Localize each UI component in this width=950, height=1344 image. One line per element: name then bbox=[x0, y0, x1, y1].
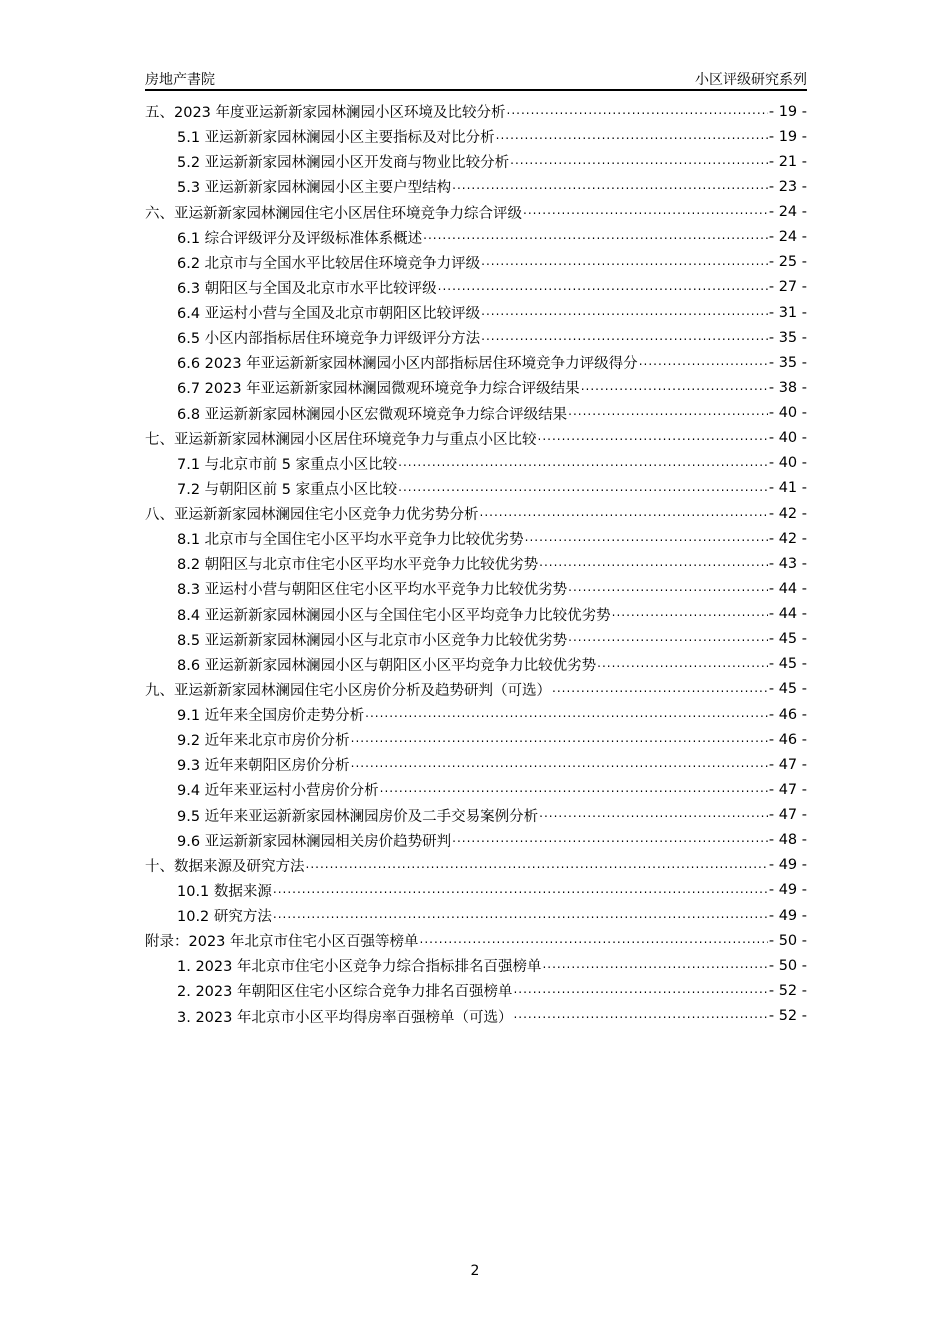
toc-entry-page: - 50 - bbox=[768, 932, 807, 949]
toc-entry-title: 七、亚运新新家园林澜园小区居住环境竞争力与重点小区比较 bbox=[145, 431, 537, 448]
toc-entry-title: 7.1 与北京市前 5 家重点小区比较 bbox=[177, 456, 398, 473]
toc-entry-title: 9.2 近年来北京市房价分析 bbox=[177, 733, 350, 750]
page-number: 2 bbox=[470, 1263, 480, 1279]
dot-leader bbox=[552, 682, 768, 697]
toc-entry-page: - 52 - bbox=[768, 1008, 807, 1025]
page-header bbox=[145, 67, 807, 89]
dot-leader bbox=[481, 305, 768, 320]
toc-section-entry[interactable] bbox=[145, 903, 807, 928]
toc-entry-title: 8.4 亚运新新家园林澜园小区与全国住宅小区平均竞争力比较优劣势 bbox=[177, 607, 611, 624]
toc-entry-title: 6.4 亚运村小营与全国及北京市朝阳区比较评级 bbox=[177, 306, 481, 323]
toc-entry-title: 5.3 亚运新新家园林澜园小区主要户型结构 bbox=[177, 180, 452, 197]
toc-entry-title: 六、亚运新新家园林澜园住宅小区居住环境竞争力综合评级 bbox=[145, 205, 522, 222]
dot-leader bbox=[273, 908, 768, 923]
toc-entry-page: - 19 - bbox=[768, 103, 807, 120]
toc-entry-page: - 35 - bbox=[768, 329, 807, 346]
toc-section-entry[interactable] bbox=[145, 476, 807, 501]
toc-entry-title: 五、2023 年度亚运新新家园林澜园小区环境及比较分析 bbox=[145, 105, 506, 122]
toc-entry-page: - 46 - bbox=[768, 706, 807, 723]
toc-entry-title: 5.2 亚运新新家园林澜园小区开发商与物业比较分析 bbox=[177, 155, 510, 172]
toc-section-entry[interactable] bbox=[145, 451, 807, 476]
toc-chapter-entry[interactable] bbox=[145, 853, 807, 878]
dot-leader bbox=[438, 280, 768, 295]
dot-leader bbox=[525, 531, 768, 546]
toc-chapter-entry[interactable] bbox=[145, 99, 807, 124]
toc-section-entry[interactable] bbox=[145, 602, 807, 627]
dot-leader bbox=[380, 783, 768, 798]
dot-leader bbox=[539, 557, 768, 572]
toc-entry-title: 9.3 近年来朝阳区房价分析 bbox=[177, 758, 350, 775]
toc-section-entry[interactable] bbox=[145, 526, 807, 551]
toc-entry-title: 9.6 亚运新新家园林澜园相关房价趋势研判 bbox=[177, 833, 452, 850]
toc-entry-title: 6.8 亚运新新家园林澜园小区宏微观环境竞争力综合评级结果 bbox=[177, 406, 568, 423]
toc-entry-page: - 31 - bbox=[768, 304, 807, 321]
toc-entry-title: 8.5 亚运新新家园林澜园小区与北京市小区竞争力比较优劣势 bbox=[177, 632, 568, 649]
toc-section-entry[interactable] bbox=[145, 803, 807, 828]
dot-leader bbox=[568, 582, 768, 597]
dot-leader bbox=[597, 657, 768, 672]
toc-entry-title: 6.2 北京市与全国水平比较居住环境竞争力评级 bbox=[177, 255, 481, 272]
toc-chapter-entry[interactable] bbox=[145, 501, 807, 526]
dot-leader bbox=[351, 758, 768, 773]
toc-entry-title: 8.3 亚运村小营与朝阳区住宅小区平均水平竞争力比较优劣势 bbox=[177, 582, 568, 599]
toc-entry-title: 6.5 小区内部指标居住环境竞争力评级评分方法 bbox=[177, 331, 481, 348]
dot-leader bbox=[398, 481, 768, 496]
toc-section-entry[interactable] bbox=[145, 777, 807, 802]
toc-section-entry[interactable] bbox=[145, 752, 807, 777]
toc-entry-page: - 49 - bbox=[768, 857, 807, 874]
toc-entry-page: - 40 - bbox=[768, 430, 807, 447]
toc-entry-title: 8.2 朝阳区与北京市住宅小区平均水平竞争力比较优劣势 bbox=[177, 557, 539, 574]
toc-entry-page: - 49 - bbox=[768, 907, 807, 924]
toc-section-entry[interactable] bbox=[145, 375, 807, 400]
toc-entry-title: 10.2 研究方法 bbox=[177, 909, 272, 926]
toc-entry-page: - 35 - bbox=[768, 354, 807, 371]
toc-chapter-entry[interactable] bbox=[145, 426, 807, 451]
toc-entry-page: - 52 - bbox=[768, 982, 807, 999]
dot-leader bbox=[538, 431, 768, 446]
dot-leader bbox=[568, 632, 768, 647]
toc-section-entry[interactable] bbox=[145, 149, 807, 174]
toc-chapter-entry[interactable] bbox=[145, 200, 807, 225]
toc-section-entry[interactable] bbox=[145, 978, 807, 1003]
toc-entry-page: - 25 - bbox=[768, 254, 807, 271]
toc-entry-page: - 45 - bbox=[768, 681, 807, 698]
dot-leader bbox=[480, 506, 768, 521]
toc-entry-page: - 42 - bbox=[768, 530, 807, 547]
dot-leader bbox=[420, 933, 768, 948]
toc-entry-page: - 47 - bbox=[768, 807, 807, 824]
dot-leader bbox=[398, 456, 768, 471]
toc-entry-page: - 40 - bbox=[768, 405, 807, 422]
toc-entry-title: 附录：2023 年北京市住宅小区百强等榜单 bbox=[145, 934, 419, 951]
toc-chapter-entry[interactable] bbox=[145, 677, 807, 702]
toc-entry-page: - 45 - bbox=[768, 656, 807, 673]
toc-section-entry[interactable] bbox=[145, 124, 807, 149]
toc-entry-page: - 49 - bbox=[768, 882, 807, 899]
toc-entry-page: - 24 - bbox=[768, 204, 807, 221]
toc-entry-page: - 41 - bbox=[768, 480, 807, 497]
dot-leader bbox=[273, 883, 768, 898]
dot-leader bbox=[568, 406, 768, 421]
toc-entry-page: - 23 - bbox=[768, 178, 807, 195]
toc-section-entry[interactable] bbox=[145, 627, 807, 652]
dot-leader bbox=[510, 155, 768, 170]
toc-section-entry[interactable] bbox=[145, 350, 807, 375]
toc-section-entry[interactable] bbox=[145, 275, 807, 300]
toc-section-entry[interactable] bbox=[145, 174, 807, 199]
toc-entry-page: - 27 - bbox=[768, 279, 807, 296]
toc-entry-page: - 44 - bbox=[768, 606, 807, 623]
dot-leader bbox=[523, 205, 768, 220]
dot-leader bbox=[513, 984, 767, 999]
dot-leader bbox=[481, 330, 768, 345]
toc-entry-title: 6.3 朝阳区与全国及北京市水平比较评级 bbox=[177, 280, 437, 297]
toc-entry-title: 9.1 近年来全国房价走势分析 bbox=[177, 708, 365, 725]
dot-leader bbox=[581, 381, 768, 396]
toc-section-entry[interactable] bbox=[145, 953, 807, 978]
toc-entry-page: - 48 - bbox=[768, 832, 807, 849]
toc-section-entry[interactable] bbox=[145, 551, 807, 576]
toc-entry-title: 6.1 综合评级评分及评级标准体系概述 bbox=[177, 230, 423, 247]
toc-entry-title: 6.7 2023 年亚运新新家园林澜园微观环境竞争力综合评级结果 bbox=[177, 381, 580, 398]
toc-section-entry[interactable] bbox=[145, 250, 807, 275]
toc-entry-title: 10.1 数据来源 bbox=[177, 883, 272, 900]
toc-entry-page: - 45 - bbox=[768, 631, 807, 648]
dot-leader bbox=[351, 732, 768, 747]
toc-entry-title: 8.6 亚运新新家园林澜园小区与朝阳区小区平均竞争力比较优劣势 bbox=[177, 657, 597, 674]
toc-entry-page: - 40 - bbox=[768, 455, 807, 472]
toc-entry-title: 2. 2023 年朝阳区住宅小区综合竞争力排名百强榜单 bbox=[177, 984, 513, 1001]
toc-section-entry[interactable] bbox=[145, 576, 807, 601]
dot-leader bbox=[542, 959, 767, 974]
header-rule bbox=[145, 89, 807, 91]
toc-entry-title: 5.1 亚运新新家园林澜园小区主要指标及对比分析 bbox=[177, 130, 495, 147]
toc-section-entry[interactable] bbox=[145, 828, 807, 853]
dot-leader bbox=[452, 833, 768, 848]
table-of-contents bbox=[145, 99, 807, 1029]
toc-section-entry[interactable] bbox=[145, 727, 807, 752]
toc-section-entry[interactable] bbox=[145, 225, 807, 250]
toc-section-entry[interactable] bbox=[145, 1004, 807, 1029]
toc-entry-title: 3. 2023 年北京市小区平均得房率百强榜单（可选） bbox=[177, 1009, 513, 1026]
toc-entry-page: - 19 - bbox=[768, 128, 807, 145]
dot-leader bbox=[452, 180, 768, 195]
toc-entry-title: 7.2 与朝阳区前 5 家重点小区比较 bbox=[177, 481, 398, 498]
toc-entry-page: - 44 - bbox=[768, 580, 807, 597]
toc-section-entry[interactable] bbox=[145, 325, 807, 350]
toc-section-entry[interactable] bbox=[145, 702, 807, 727]
toc-entry-page: - 47 - bbox=[768, 781, 807, 798]
toc-entry-page: - 46 - bbox=[768, 731, 807, 748]
dot-leader bbox=[306, 858, 768, 873]
dot-leader bbox=[496, 129, 768, 144]
toc-section-entry[interactable] bbox=[145, 878, 807, 903]
toc-entry-page: - 21 - bbox=[768, 153, 807, 170]
toc-section-entry[interactable] bbox=[145, 401, 807, 426]
toc-entry-title: 9.5 近年来亚运新新家园林澜园房价及二手交易案例分析 bbox=[177, 808, 539, 825]
header-right: 小区评级研究系列 bbox=[695, 72, 807, 88]
toc-section-entry[interactable] bbox=[145, 652, 807, 677]
dot-leader bbox=[612, 607, 768, 622]
toc-entry-title: 9.4 近年来亚运村小营房价分析 bbox=[177, 783, 379, 800]
toc-section-entry[interactable] bbox=[145, 300, 807, 325]
toc-entry-title: 6.6 2023 年亚运新新家园林澜园小区内部指标居住环境竞争力评级得分 bbox=[177, 356, 638, 373]
toc-entry-title: 八、亚运新新家园林澜园住宅小区竞争力优劣势分析 bbox=[145, 507, 479, 524]
dot-leader bbox=[513, 1009, 767, 1024]
dot-leader bbox=[539, 808, 768, 823]
toc-chapter-entry[interactable] bbox=[145, 928, 807, 953]
dot-leader bbox=[365, 707, 768, 722]
dot-leader bbox=[507, 104, 768, 119]
header-left: 房地产書院 bbox=[145, 72, 215, 88]
toc-entry-page: - 24 - bbox=[768, 229, 807, 246]
dot-leader bbox=[423, 230, 768, 245]
toc-entry-page: - 50 - bbox=[768, 957, 807, 974]
toc-entry-title: 8.1 北京市与全国住宅小区平均水平竞争力比较优劣势 bbox=[177, 532, 524, 549]
toc-entry-page: - 47 - bbox=[768, 756, 807, 773]
toc-entry-page: - 43 - bbox=[768, 555, 807, 572]
dot-leader bbox=[639, 356, 768, 371]
toc-entry-title: 十、数据来源及研究方法 bbox=[145, 858, 305, 875]
toc-entry-title: 九、亚运新新家园林澜园住宅小区房价分析及趋势研判（可选） bbox=[145, 682, 551, 699]
toc-entry-title: 1. 2023 年北京市住宅小区竞争力综合指标排名百强榜单 bbox=[177, 959, 542, 976]
dot-leader bbox=[481, 255, 768, 270]
toc-entry-page: - 42 - bbox=[768, 505, 807, 522]
toc-entry-page: - 38 - bbox=[768, 379, 807, 396]
